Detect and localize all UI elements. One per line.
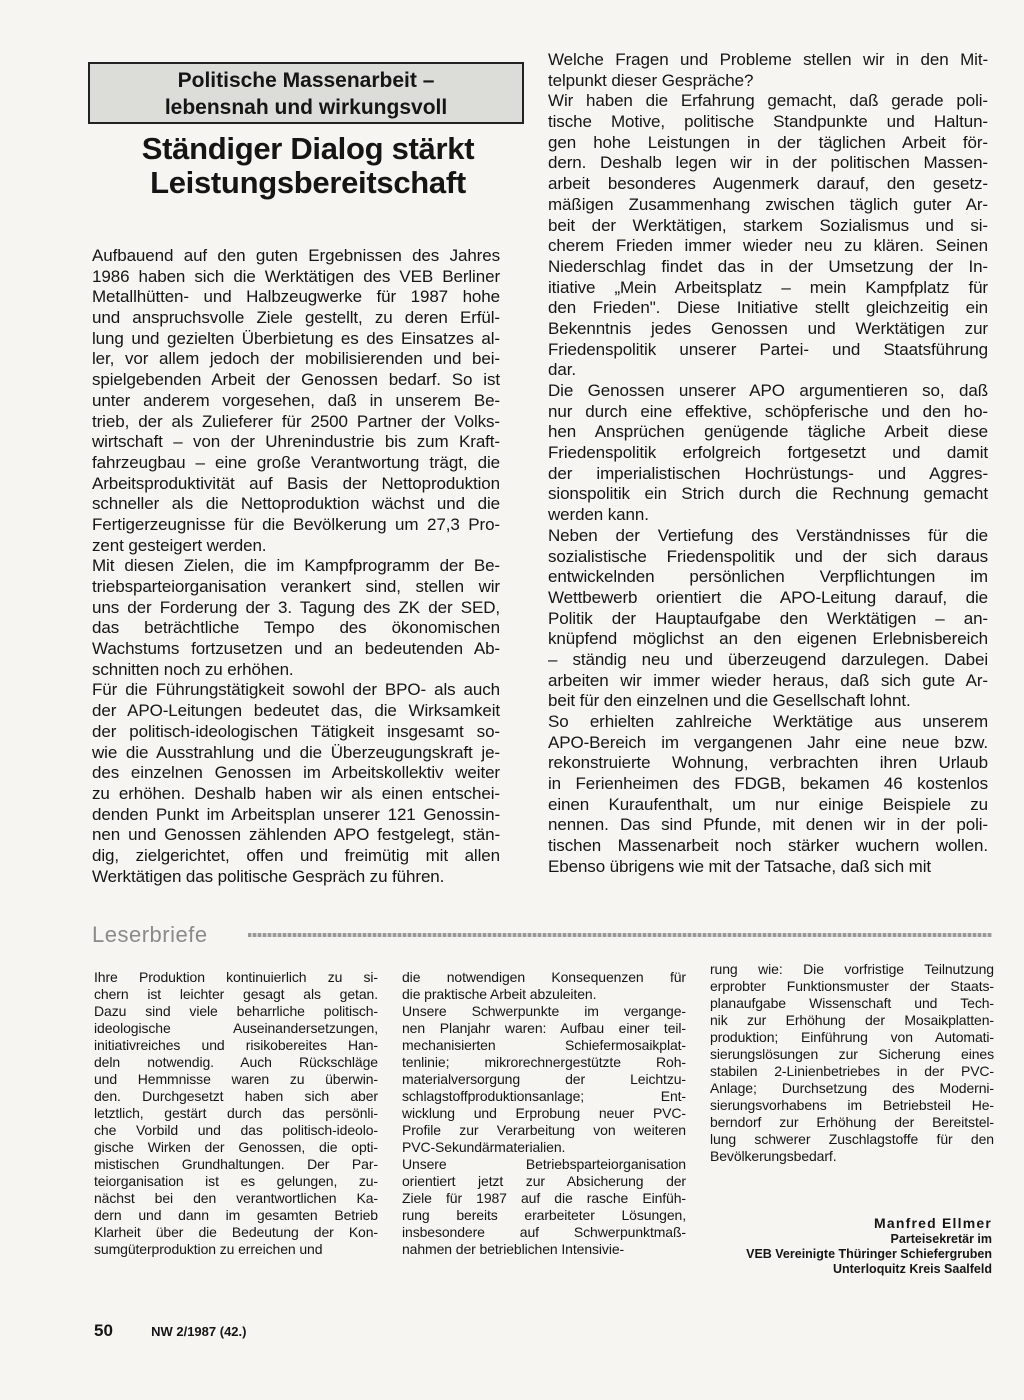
text-line: nennen. Das sind Pfunde, mit denen wir in der poli- [548,815,988,835]
text-line: Fertigerzeugnisse für die Bevölkerung um 27,3 Pro- [92,514,500,534]
text-line: Werktätigen das politische Gespräch zu führen. [92,866,445,886]
text-line: wicklung und Erprobung neuer PVC- [402,1105,686,1121]
text-line: den. Durchgesetzt haben sich aber [94,1088,378,1104]
text-line: Ihre Produktion kontinuierlich zu si- [94,969,378,985]
text-line: schnitten noch zu erhöhen. [92,659,294,679]
text-line: – ständig neu und überzeugend darzulegen. Dabei [548,649,988,669]
text-line: rung wie: Die vorfristige Teilnutzung [710,961,994,977]
text-line: dig, zielgerichtet, offen und freimütig mit allen [92,845,500,865]
text-line: tischen Massenarbeit noch stärker wuchern wollen. [548,836,988,856]
headline [90,132,526,200]
text-line: Ebenso übrigens wie mit der Tatsache, daß sich mit [548,856,932,876]
kicker-line: lebensnah und wirkungsvoll [164,96,448,119]
text-line: ideologische Auseinandersetzungen, [94,1020,378,1036]
text-line: lung und gezielten Überbietung es des Einsatzes al- [92,328,500,348]
letter-signature [692,1214,992,1277]
text-line: Neben der Vertiefung des Verständnisses für die [548,525,988,545]
text-line: sionspolitik ein Strich durch die Rechnung gemacht [548,484,988,504]
text-line: beit der Werktätigen, starkem Sozialismus und si- [548,215,988,235]
text-line: Welche Fragen und Probleme stellen wir in den Mit- [548,50,988,69]
text-line: nik zur Erhöhung der Mosaikplatten- [710,1012,994,1028]
text-line: rung bereits erarbeiteter Lösungen, [402,1207,686,1223]
text-line: Profile zur Verarbeitung von weiteren [402,1122,686,1138]
text-line: dern. Deshalb legen wir in der politischen Massen- [548,153,988,173]
text-line: zent gesteigert werden. [92,535,267,555]
issue-reference: NW 2/1987 (42.) [151,1324,247,1339]
text-line: Aufbauend auf den guten Ergebnissen des Jahres [92,246,500,265]
text-line: Anlage; Durchsetzung des Moderni- [710,1080,994,1096]
text-line: Niederschlag findet das in der Umsetzung der In- [548,256,988,276]
text-line: arbeiten wir immer wieder heraus, daß sich gute Ar- [548,670,988,690]
text-line: wirtschaft – von der Uhrenindustrie bis zum Kraft- [92,432,500,452]
author-role-line: Parteisekretär im [890,1232,992,1246]
text-line: nen Planjahr waren: Aufbau einer teil- [402,1020,686,1036]
text-line: sierungslösungen zur Sicherung eines [710,1046,994,1062]
text-line: dar. [548,360,576,380]
text-line: wie die Ausstrahlung und die Überzeugungskraft je- [92,742,500,762]
text-line: Mit diesen Zielen, die im Kampfprogramm der Be- [92,556,500,576]
text-line: trieb, der als Zulieferer für 2500 Partner der Volks- [92,411,500,431]
text-line: So erhielten zahlreiche Werktätige aus unserem [548,712,988,731]
text-line: stabilen 2-Linienbetriebes in der PVC- [710,1063,994,1079]
text-line: spielgebenden Arbeit der Genossen bedarf. So ist [92,370,500,390]
headline-line: Leistungsbereitschaft [150,165,466,200]
kicker-line: Politische Massenarbeit – [177,69,435,92]
text-line: der APO-Leitungen bedeutet das, die Wirksamkeit [92,701,500,721]
text-line: Wir haben die Erfahrung gemacht, daß gerade poli- [548,91,988,111]
text-line: PVC-Sekundärmaterialien. [402,1139,566,1155]
text-line: Unsere Betriebsparteiorganisation [402,1156,686,1172]
article-right-column [548,50,988,878]
text-line: Wachstums fortzusetzen und an bedeutenden Ab- [92,639,500,659]
text-line: tenlinie; mikrorechnergestützte Roh- [402,1054,686,1070]
text-line: denden Punkt im Arbeitsplan unserer 121 Genossin- [92,804,500,824]
text-line: mäßigen Zusammenhang zwischen täglich guter Ar- [548,194,988,214]
letter-column-1 [94,969,378,1258]
text-line: werden kann. [548,505,649,525]
text-line: die notwendigen Konsequenzen für [402,969,686,985]
text-line: tische Motive, politische Standpunkte und Haltun- [548,112,988,132]
text-line: produktion; Einführung von Automati- [710,1029,994,1045]
text-line: deln notwendig. Auch Rückschläge [94,1054,378,1070]
text-line: und Hemmnisse waren zu überwin- [94,1071,378,1087]
author-role-line: Unterloquitz Kreis Saalfeld [832,1262,992,1276]
page-number: 50 [94,1321,113,1340]
text-line: schlagstoffproduktionsanlage; Ent- [402,1088,686,1104]
text-line: sozialistische Friedenspolitik und der sich daraus [548,546,988,566]
text-line: Bekenntnis jedes Genossen und Werktätigen zur [548,318,988,338]
text-line: nur durch eine effektive, schöpferische und den ho- [548,401,988,421]
text-line: dern und dann im gesamten Betrieb [94,1207,378,1223]
author-name: Manfred Ellmer [874,1215,992,1231]
text-line: hen Ansprüchen genügende tägliche Arbeit diese [548,422,988,442]
section-header [92,922,992,948]
text-line: triebsparteiorganisation verankert sind, stellen wir [92,577,500,596]
text-line: einen Kuraufenthalt, um nur einige Beispiele zu [548,794,988,814]
text-line: fahrzeugbau – eine große Verantwortung trägt, die [92,452,500,472]
text-line: letztlich, gestärt durch das persönli- [94,1105,378,1121]
text-line: Arbeitsproduktivität auf Basis der Nettoproduktion [92,473,500,493]
text-line: Politik der Hauptaufgabe den Werktätigen – an- [548,608,988,628]
text-line: chern ist leichter gesagt als getan. [94,986,378,1002]
text-line: lung schwerer Zuschlagstoffe für den [710,1131,994,1147]
text-line: teiorganisation ist es gelungen, zu- [94,1173,378,1189]
text-line: der politisch-ideologischen Tätigkeit insgesamt so- [92,721,500,741]
text-line: entwickelnden persönlichen Verpflichtungen im [548,567,988,587]
text-line: Wettbewerb orientiert die APO-Leitung darauf, die [548,587,988,607]
headline-line: Ständiger Dialog stärkt [141,131,475,166]
text-line: Unsere Schwerpunkte im vergange- [402,1003,686,1019]
text-line: der imperialistischen Hochrüstungs- und Aggres- [548,463,988,483]
text-line: telpunkt dieser Gespräche? [548,70,754,90]
text-line: Metallhütten- und Halbzeugwerke für 1987 hohe [92,287,500,307]
text-line: zu erhöhen. Deshalb haben wir als einen entschei- [92,783,500,803]
text-line: Klarheit über die Bedeutung der Kon- [94,1224,378,1240]
text-line: den Frieden". Diese Initiative stellt gleichzeitig ein [548,298,988,318]
text-line: 1986 haben sich die Werktätigen des VEB Berliner [92,266,500,286]
section-label: Leserbriefe [92,922,208,947]
text-line: arbeit besonderes Augenmerk darauf, den gesetz- [548,174,988,194]
text-line: Die Genossen unserer APO argumentieren so, daß [548,381,988,400]
text-line: die praktische Arbeit abzuleiten. [402,986,597,1002]
letter-column-3 [710,961,994,1165]
text-line: des einzelnen Genossen im Arbeitskollektiv weiter [92,763,500,783]
text-line: nen und Genossen zählenden APO festgelegt, stän- [92,825,500,845]
text-line: unter anderem vorgesehen, daß in unserem Be- [92,390,500,410]
kicker-box [88,62,524,124]
text-line: berndorf zur Erhöhung der Bereitstel- [710,1114,994,1130]
text-line: planaufgabe Wissenschaft und Tech- [710,995,994,1011]
text-line: in Ferienheimen des FDGB, bekamen 46 kostenlos [548,774,988,794]
text-line: nahmen der betrieblichen Intensivie- [402,1241,625,1257]
text-line: das beträchtliche Tempo des ökonomischen [92,618,500,638]
text-line: nächst bei den verantwortlichen Ka- [94,1190,378,1206]
text-line: Friedenspolitik unserer Partei- und Staatsführung [548,339,988,359]
text-line: ler, vor allem jedoch der mobilisierenden und bei- [92,349,500,369]
text-line: APO-Bereich im vergangenen Jahr eine neue bzw. [548,732,988,752]
text-line: erprobter Funktionsmuster der Staats- [710,978,994,994]
text-line: initiativreiches und risikobereites Han- [94,1037,378,1053]
text-line: orientiert jetzt zur Absicherung der [402,1173,686,1189]
text-line: und anspruchsvolle Ziele gestellt, zu deren Erfül- [92,308,500,328]
text-line: rekonstruierte Wohnung, verbrachten ihren Urlaub [548,753,988,773]
text-line: Friedenspolitik erfolgreich fortgesetzt und damit [548,443,988,463]
text-line: itiative „Mein Arbeitsplatz – mein Kampfplatz für [548,277,988,297]
text-line: sumgüterproduktion zu erreichen und [94,1241,323,1257]
text-line: schneller als die Nettoproduktion wächst und die [92,494,500,514]
text-line: mechanisierten Schiefermosaikplat- [402,1037,686,1053]
page-footer [94,1322,246,1341]
text-line: Ziele für 1987 auf die rasche Einfüh- [402,1190,686,1206]
author-role-line: VEB Vereinigte Thüringer Schiefergruben [746,1247,992,1261]
text-line: Dazu sind viele beharrliche politisch- [94,1003,378,1019]
text-line: Für die Führungstätigkeit sowohl der BPO- als auch [92,680,500,700]
section-rule [248,933,992,937]
text-line: Bevölkerungsbedarf. [710,1148,837,1164]
text-line: cherem Frieden immer wieder neu zu klären. Seinen [548,236,988,256]
text-line: uns der Forderung der 3. Tagung des ZK der SED, [92,597,500,617]
letter-column-2 [402,969,686,1258]
text-line: beit für den einzelnen und die Gesellschaft lohnt. [548,691,911,711]
text-line: knüpfend möglichst an den eigenen Erlebnisbereich [548,629,988,649]
text-line: insbesondere auf Schwerpunktmaß- [402,1224,686,1240]
text-line: gen hohe Leistungen in der täglichen Arbeit för- [548,132,988,152]
text-line: mistischen Grundhaltungen. Der Par- [94,1156,378,1172]
article-left-column [92,246,500,887]
text-line: materialversorgung der Leichtzu- [402,1071,686,1087]
text-line: gische Wirken der Genossen, die opti- [94,1139,378,1155]
text-line: sierungsvorhabens im Betriebsteil He- [710,1097,994,1113]
text-line: che Vorbild und das politisch-ideolo- [94,1122,378,1138]
